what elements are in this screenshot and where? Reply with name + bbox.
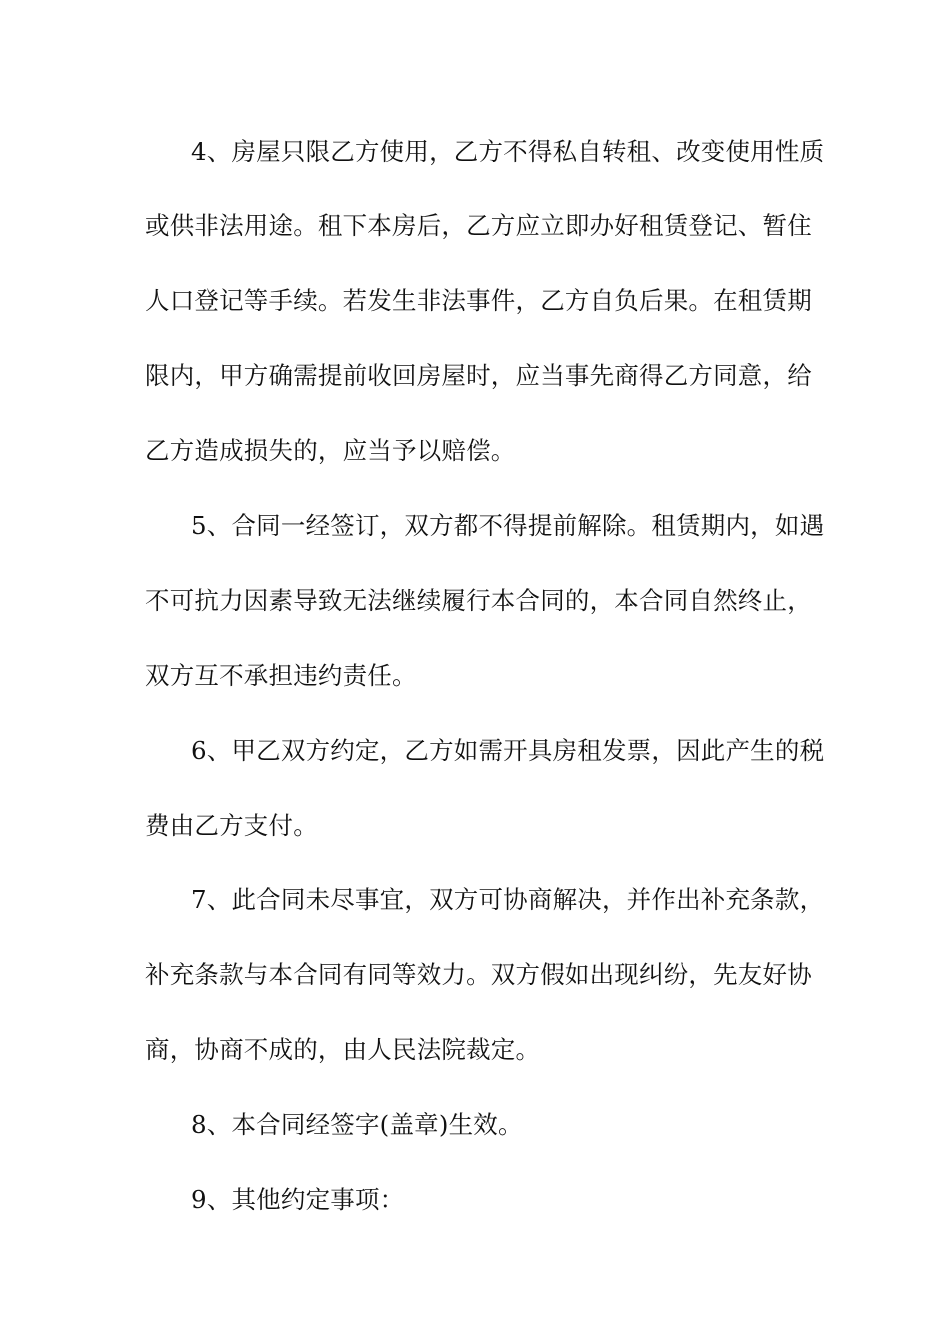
clause-6-line-2: 费由乙方支付。: [145, 811, 318, 840]
clause-5-line-2: 不可抗力因素导致无法继续履行本合同的，本合同自然终止，: [145, 586, 812, 615]
clause-7-line-3: 商，协商不成的，由人民法院裁定。: [145, 1035, 541, 1064]
clause-4-line-4: 限内，甲方确需提前收回房屋时，应当事先商得乙方同意，给: [145, 361, 812, 390]
clause-4-line-3: 人口登记等手续。若发生非法事件，乙方自负后果。在租赁期: [145, 286, 812, 315]
clause-5-line-1: 5、合同一经签订，双方都不得提前解除。租赁期内，如遇: [191, 511, 825, 540]
clause-7-line-1: 7、此合同未尽事宜，双方可协商解决，并作出补充条款，: [191, 885, 825, 914]
clause-7-line-2: 补充条款与本合同有同等效力。双方假如出现纠纷，先友好协: [145, 960, 812, 989]
clause-9-line-1: 9、其他约定事项：: [191, 1185, 405, 1214]
clause-4-line-2: 或供非法用途。租下本房后，乙方应立即办好租赁登记、暂住: [145, 211, 812, 240]
clause-8-line-1: 8、本合同经签字(盖章)生效。: [191, 1110, 523, 1139]
clause-6-line-1: 6、甲乙双方约定，乙方如需开具房租发票，因此产生的税: [191, 736, 825, 765]
clause-4-line-5: 乙方造成损失的，应当予以赔偿。: [145, 436, 516, 465]
clause-5-line-3: 双方互不承担违约责任。: [145, 661, 417, 690]
clause-4-line-1: 4、房屋只限乙方使用，乙方不得私自转租、改变使用性质: [191, 137, 825, 166]
